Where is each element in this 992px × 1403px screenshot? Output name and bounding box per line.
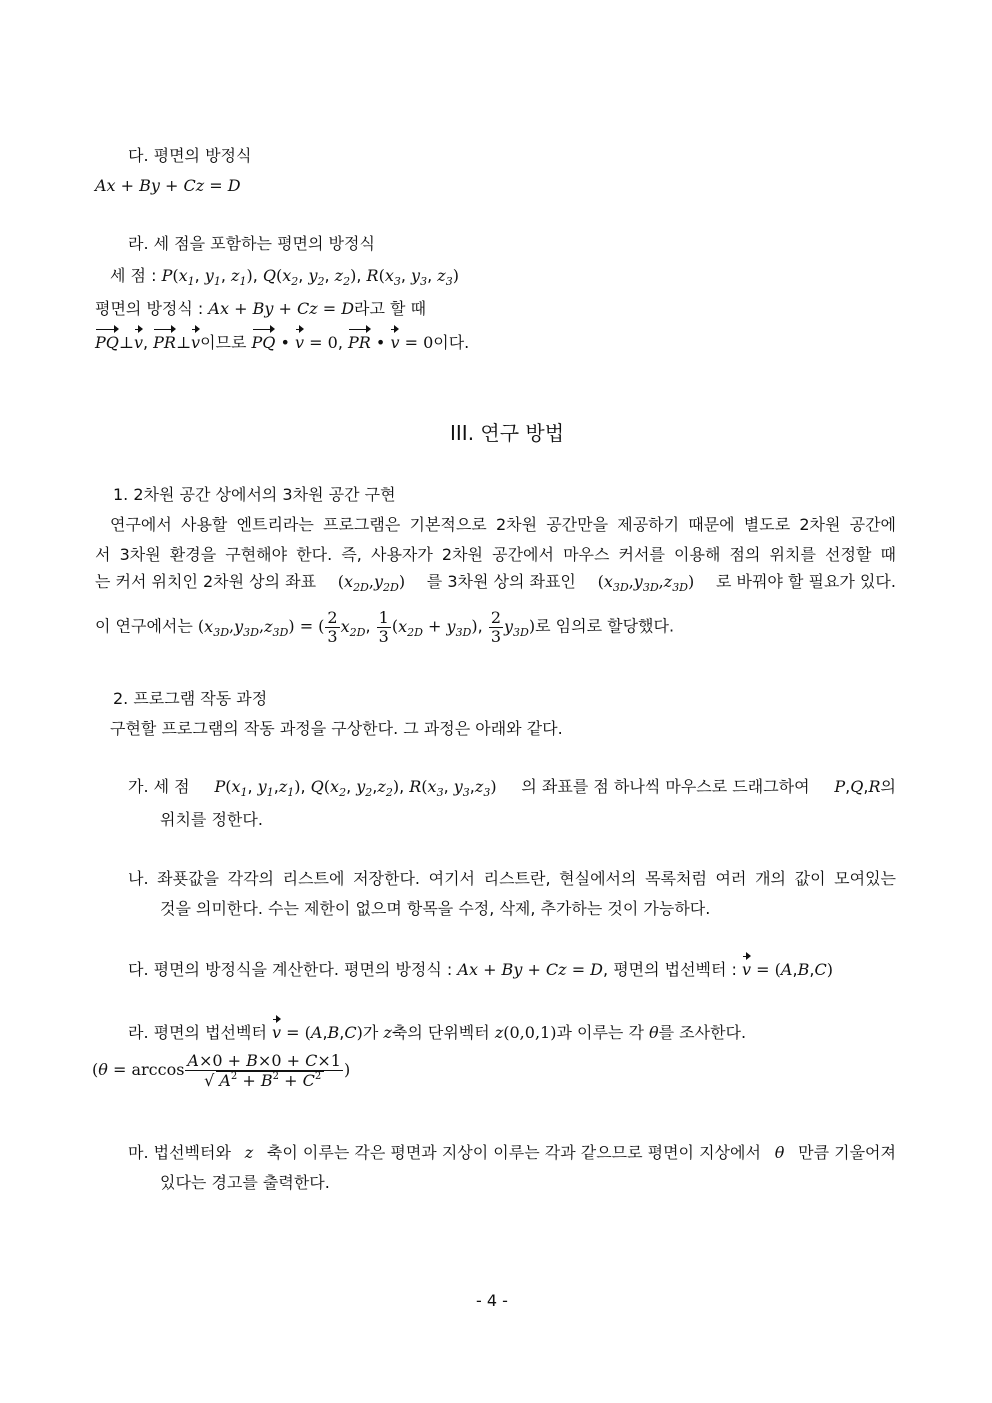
section-2-title: 2. 프로그램 작동 과정 — [113, 689, 268, 708]
theta-formula: (θ = arccos $\frac{A\times 0 + B\times 0 + C\times 1}{√ A^2 + B^2 + C^2}$ ) — [92, 1051, 351, 1090]
section-ra-title: 라. 세 점을 포함하는 평면의 방정식 — [128, 234, 375, 253]
section-1-line-4: 이 연구에서는 $(x_{3D},y_{3D},z_{3D})$ = ( $\frac{2}{3}$ $x_{2D}$, $\frac{1}{3}$ $(x_{2D} + y_{3D})$, $\frac{2}{3}$ $y_{3D}$)로 임의로 할당했다. — [95, 608, 675, 646]
step-ra-part-e: 를 조사한다. — [658, 1023, 747, 1042]
section-1-line-3: 는 커서 위치인 2차원 상의 좌표 $(x_{2D},y_{2D})$ 를 3차원 상의 좌표인 $(x_{3D},y_{3D},z_{3D})$ 로 바꿔야 할 필요가 있다. — [95, 572, 896, 594]
line-3-part-a: 는 커서 위치인 2차원 상의 좌표 — [95, 572, 317, 591]
line-3-part-b: 를 3차원 상의 좌표인 — [426, 572, 576, 591]
step-ra-line: 라. 평면의 법선벡터 v = (A,B,C)가 z축의 단위벡터 z(0,0,1)과 이루는 각 θ를 조사한다. — [128, 1023, 747, 1042]
end-text: 이다. — [433, 333, 470, 352]
step-ga-part-b: 의 좌표를 점 하나씩 마우스로 드래그하여 — [521, 777, 810, 796]
step-ma-line-1: 마. 법선벡터와 z 축이 이루는 각은 평면과 지상이 이루는 각과 같으므로 평면이 지상에서 θ 만큼 기울어져 — [128, 1143, 896, 1162]
step-na-line-2: 것을 의미한다. 수는 제한이 없으며 항목을 수정, 삭제, 추가하는 것이 가능하다. — [160, 899, 711, 918]
step-ga-line-1: 가. 세 점 $P(x_1$, $y_1,z_1$), $Q(x_2$, $y_2,z_2$), $R(x_3$, $y_3,z_3$) 의 좌표를 점 하나씩 마우스로 드래그하여 P,Q,R의 — [128, 777, 896, 799]
step-ra-part-a: 라. 평면의 법선벡터 — [128, 1023, 267, 1042]
step-da-line: 다. 평면의 방정식을 계산한다. 평면의 방정식 : Ax + By + Cz = D, 평면의 법선벡터 : v = (A,B,C) — [128, 960, 833, 979]
because-text: 이므로 — [200, 333, 247, 352]
chapter-title: III. 연구 방법 — [450, 421, 565, 445]
step-ra-part-d: 과 이루는 각 — [556, 1023, 644, 1042]
step-ma-line-2: 있다는 경고를 출력한다. — [160, 1173, 330, 1192]
section-1-line-2: 서 3차원 환경을 구현해야 한다. 즉, 사용자가 2차원 공간에서 마우스 커서를 이용해 점의 위치를 선정할 때 — [95, 545, 896, 564]
step-ma-part-a: 마. 법선벡터와 — [128, 1143, 231, 1162]
step-ma-part-c: 만큼 기울어져 — [798, 1143, 896, 1162]
step-ga-part-a: 가. 세 점 — [128, 777, 190, 796]
step-ga-part-c: 의 — [880, 777, 896, 796]
section-2-intro: 구현할 프로그램의 작동 과정을 구상한다. 그 과정은 아래와 같다. — [110, 719, 563, 738]
section-1-title: 1. 2차원 공간 상에서의 3차원 공간 구현 — [113, 485, 396, 504]
three-points-line: 세 점 : $P(x_1$, $y_1$, $z_1$), $Q(x_2$, $y_2$, $z_2$), $R(x_3$, $y_3$, $z_3$) — [110, 266, 459, 288]
step-na-line-1: 나. 좌푯값을 각각의 리스트에 저장한다. 여기서 리스트란, 현실에서의 목록처럼 여러 개의 값이 모여있는 — [128, 869, 896, 888]
page-number: - 4 - — [476, 1291, 508, 1310]
line-4-part-b: 로 임의로 할당했다. — [535, 616, 675, 636]
line-4-part-a: 이 연구에서는 — [95, 616, 193, 636]
section-da-title: 다. 평면의 방정식 — [128, 146, 252, 165]
step-ga-line-2: 위치를 정한다. — [160, 810, 263, 829]
step-ra-part-c: 축의 단위벡터 — [391, 1023, 490, 1042]
three-points-label: 세 점 : — [110, 266, 157, 285]
perpendicular-line: PQ⊥v, PR⊥v이므로 PQ • v = 0, PR • v = 0이다. — [95, 333, 470, 352]
step-ra-part-b: 가 — [362, 1023, 379, 1042]
plane-suffix: 라고 할 때 — [354, 299, 427, 318]
line-3-part-c: 로 바꿔야 할 필요가 있다. — [715, 572, 896, 591]
section-1-line-1: 연구에서 사용할 엔트리라는 프로그램은 기본적으로 2차원 공간만을 제공하기 때문에 별도로 2차원 공간에 — [110, 515, 896, 534]
step-da-part-a: 다. 평면의 방정식을 계산한다. 평면의 방정식 : — [128, 960, 453, 979]
plane-label: 평면의 방정식 : — [95, 299, 204, 318]
step-da-part-b: , 평면의 법선벡터 : — [603, 960, 737, 979]
step-ma-part-b: 축이 이루는 각은 평면과 지상이 이루는 각과 같으므로 평면이 지상에서 — [266, 1143, 761, 1162]
plane-assume-line: 평면의 방정식 : Ax + By + Cz = D라고 할 때 — [95, 299, 427, 318]
plane-equation: Ax + By + Cz = D — [95, 176, 241, 195]
